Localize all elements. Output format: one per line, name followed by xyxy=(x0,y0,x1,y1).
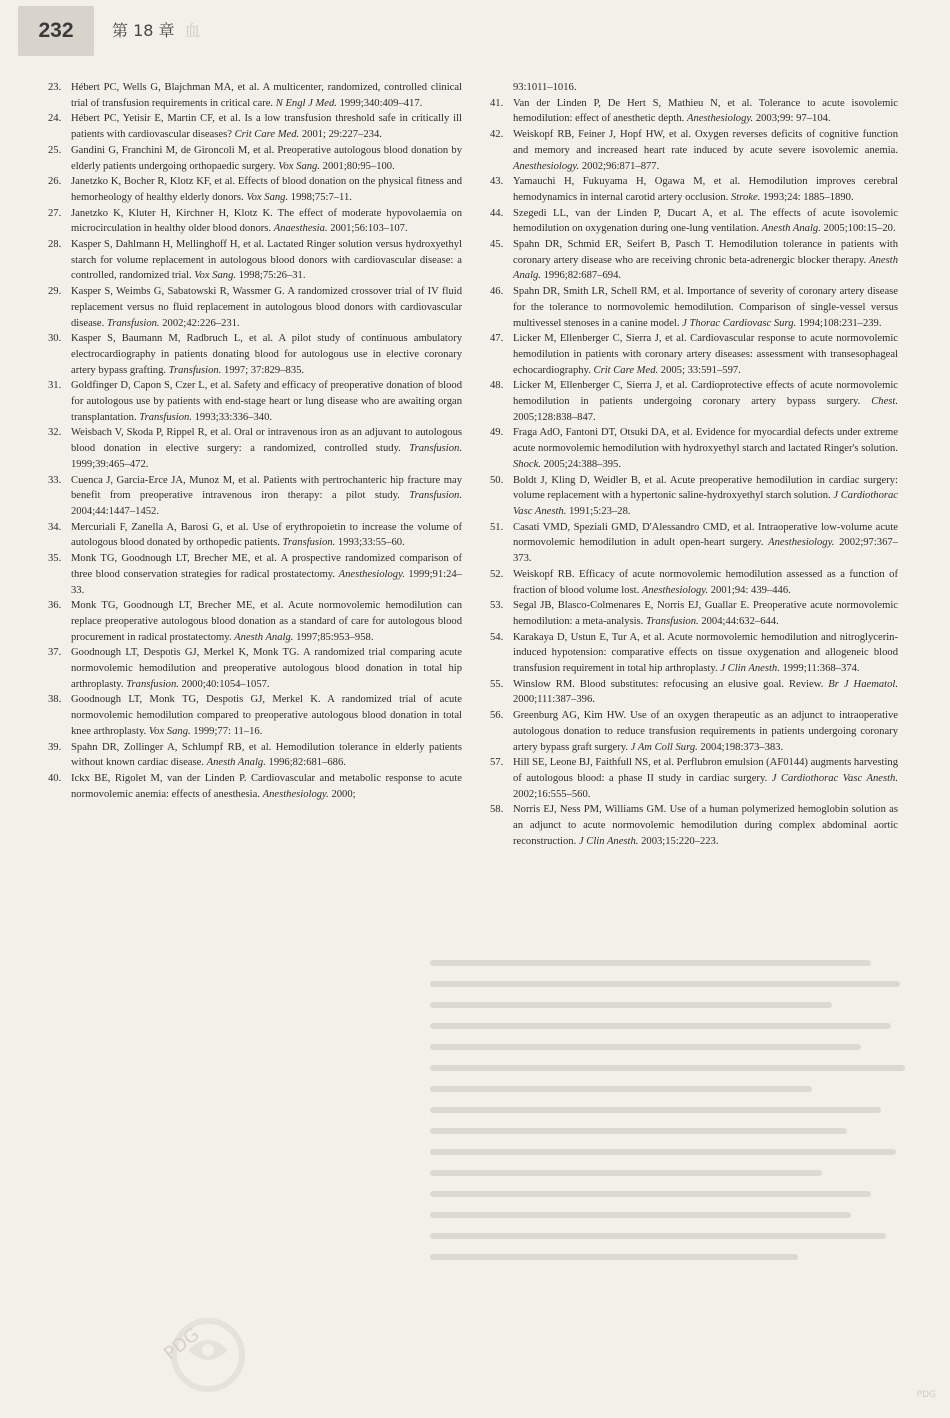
reference-number: 29. xyxy=(48,286,62,298)
reference-journal: Crit Care Med. xyxy=(593,364,659,376)
reference-number: 47. xyxy=(490,333,504,345)
reference-item xyxy=(48,143,462,174)
reference-text: Casati VMD, Speziali GMD, D'Alessandro CMD, et al. Intraoperative low-volume acute normovolemic hemodilution in adult open-heart surgery. xyxy=(513,521,898,549)
reference-item xyxy=(490,206,898,237)
reference-journal: Anesth Analg. xyxy=(234,631,294,643)
reference-item xyxy=(490,677,898,708)
reference-text: Weiskopf RB, Feiner J, Hopf HW, et al. Oxygen reverses deficits of cognitive function and memory and increased heart rate induced by acute severe isovolemic anemia. xyxy=(513,129,898,156)
reference-number: 41. xyxy=(490,97,504,109)
reference-item xyxy=(48,551,462,598)
reference-citation: 1993;33:55–60. xyxy=(335,537,405,549)
reference-number: 25. xyxy=(48,144,62,156)
reference-citation: 1999;77: 11–16. xyxy=(190,725,263,737)
reference-citation: 1993;24: 1885–1890. xyxy=(760,191,854,203)
page-number-box xyxy=(18,6,94,56)
reference-journal: Transfusion. xyxy=(126,678,179,690)
reference-item xyxy=(48,425,462,472)
reference-journal: Anesthesiology. xyxy=(513,160,580,172)
reference-number: 38. xyxy=(48,694,62,706)
reference-number: 53. xyxy=(490,600,504,612)
reference-number: 32. xyxy=(48,427,62,439)
reference-journal: Crit Care Med. xyxy=(234,129,300,141)
reference-continuation: 93:1011–1016. xyxy=(513,82,577,93)
reference-number: 36. xyxy=(48,600,62,612)
reference-item xyxy=(490,237,898,284)
reference-text: Spahn DR, Zollinger A, Schlumpf RB, et al. Hemodilution tolerance in elderly patients without known cardiac disease. xyxy=(71,741,462,769)
reference-item xyxy=(490,96,898,127)
reference-column-left xyxy=(48,80,462,802)
reference-journal: Anesthesiology. xyxy=(641,584,709,596)
reference-journal: J Thorac Cardiovasc Surg. xyxy=(682,317,797,329)
reference-item xyxy=(490,520,898,567)
reference-citation: 2004;44:1447–1452. xyxy=(71,505,159,517)
reference-text: Karakaya D, Ustun E, Tur A, et al. Acute normovolemic hemodilution and nitroglycerin-induced hypotension: comparative effects on tissue oxygenation and allogeneic blood transfusion requirement in total hip arthroplasty. xyxy=(513,631,898,675)
reference-journal: Transfusion. xyxy=(139,411,192,423)
reference-text: Boldt J, Kling D, Weidler B, et al. Acute preoperative hemodilution in cardiac surgery: volume replacement with a hypertonic saline-hydroxyethyl starch solution. xyxy=(513,474,898,502)
reference-citation: 2000;40:1054–1057. xyxy=(178,678,270,690)
reference-citation: 2005;24:388–395. xyxy=(540,458,621,470)
reference-item xyxy=(490,284,898,331)
reference-item xyxy=(48,598,462,645)
reference-text: Licker M, Ellenberger C, Sierra J, et al. Cardioprotective effects of acute normovolemic hemodilution in patients undergoing coronary artery bypass surgery. xyxy=(513,380,898,408)
reference-journal: Anesthesiology. xyxy=(768,537,835,549)
reference-text: Licker M, Ellenberger C, Sierra J, et al. Cardiovascular response to acute normovolemic hemodilution in patients with coronary artery diseases: assessment with transesophageal echocardiography. xyxy=(513,333,898,376)
reference-citation: 1993;33:336–340. xyxy=(191,411,273,423)
reference-citation: 2001;56:103–107. xyxy=(327,223,408,235)
reference-journal: Transfusion. xyxy=(168,364,222,376)
reference-item xyxy=(48,645,462,692)
reference-number: 27. xyxy=(48,207,62,219)
reference-number: 24. xyxy=(48,113,62,125)
reference-journal: Transfusion. xyxy=(645,615,699,627)
reference-item xyxy=(490,630,898,677)
reference-text: Kasper S, Dahlmann H, Mellinghoff H, et al. Lactated Ringer solution versus hydroxyethyl starch for volume replacement in autologous blood donors with cardiovascular disease: a controlled, randomized trial. xyxy=(71,239,462,282)
reference-text: Monk TG, Goodnough LT, Brecher ME, et al. Acute normovolemic hemodilution can replace preoperative autologous blood donation as a standard of care for autologous blood procurement in radical prostatectomy. xyxy=(71,600,462,643)
reference-item xyxy=(48,692,462,739)
reference-journal: Vox Sang. xyxy=(148,725,191,737)
reference-citation: 1998;75:26–31. xyxy=(236,270,306,282)
reference-text: Goodnough LT, Despotis GJ, Merkel K, Monk TG. A randomized trial comparing acute normovolemic hemodilution and preoperative autologous blood donation in total hip arthroplasty. xyxy=(71,647,462,690)
reference-citation: 1999;11:368–374. xyxy=(779,663,860,675)
chapter-label: 第 18 章 xyxy=(112,21,175,40)
reference-item xyxy=(48,331,462,378)
reference-citation: 1997; 37:829–835. xyxy=(221,364,305,376)
reference-text: Kasper S, Weimbs G, Sabatowski R, Wassmer G. A randomized crossover trial of IV fluid replacement versus no fluid replacement in autologous blood donors with cardiovascular disease. xyxy=(71,286,462,329)
reference-journal: J Clin Anesth. xyxy=(720,663,780,675)
reference-item xyxy=(490,378,898,425)
reference-citation: 1996;82:681–686. xyxy=(265,757,346,769)
reference-citation: 2000; xyxy=(328,788,356,800)
reference-item xyxy=(48,237,462,284)
reference-text: Goldfinger D, Capon S, Czer L, et al. Safety and efficacy of preoperative donation of blood for autologous use by patients with end-stage heart or lung disease who are awaiting organ transplantation. xyxy=(71,380,462,423)
reference-number: 31. xyxy=(48,380,62,392)
reference-journal: Transfusion. xyxy=(409,490,462,502)
reference-number: 48. xyxy=(490,380,504,392)
reference-text: Janetzko K, Bocher R, Klotz KF, et al. Effects of blood donation on the physical fitness and hemorheology of healthy elderly donors. xyxy=(71,176,462,203)
reference-journal: Chest. xyxy=(871,396,898,408)
reference-citation: 1996;82:687–694. xyxy=(540,270,622,282)
reference-column-right xyxy=(490,80,898,849)
reference-citation: 1999;39:465–472. xyxy=(71,458,149,470)
reference-text: Weisbach V, Skoda P, Rippel R, et al. Oral or intravenous iron as an adjuvant to autologous blood donation in elective surgery: a randomized, controlled study. xyxy=(71,427,462,455)
reference-number: 30. xyxy=(48,333,62,345)
reference-text: Van der Linden P, De Hert S, Mathieu N, et al. Tolerance to acute isovolemic hemodilution: effect of anesthetic depth. xyxy=(513,97,898,125)
reference-journal: J Clin Anesth. xyxy=(578,835,639,847)
reference-item xyxy=(48,473,462,520)
reference-number: 40. xyxy=(48,772,62,784)
reference-text: Ickx BE, Rigolet M, van der Linden P. Cardiovascular and metabolic response to acute normovolemic anemia: effects of anesthesia. xyxy=(71,772,462,800)
reference-citation: 2002;97:367–373. xyxy=(513,537,898,565)
reference-journal: J Cardiothorac Vasc Anesth. xyxy=(513,490,899,517)
reference-item xyxy=(48,520,462,551)
reference-citation: 2004;44:632–644. xyxy=(698,615,779,627)
chapter-title-tail: 血 xyxy=(184,21,201,40)
reference-text: Greenburg AG, Kim HW. Use of an oxygen therapeutic as an adjunct to intraoperative autologous donation to reduce transfusion requirements in patients undergoing coronary artery bypass graft surgery. xyxy=(513,710,898,753)
reference-item xyxy=(48,206,462,237)
reference-citation: 1994;108:231–239. xyxy=(796,317,882,329)
reference-citation: 2002;42:226–231. xyxy=(159,317,240,329)
reference-item xyxy=(490,425,898,472)
reference-journal: Anaesthesia. xyxy=(273,223,328,235)
reference-journal: Vox Sang. xyxy=(246,191,289,203)
reference-journal: Anesthesiology. xyxy=(338,568,405,580)
reference-item xyxy=(490,802,898,849)
reference-text: Hébert PC, Yetisir E, Martin CF, et al. Is a low transfusion threshold safe in critically ill patients with cardiovascular diseases? xyxy=(71,113,462,141)
reference-number: 52. xyxy=(490,568,504,580)
reference-number: 44. xyxy=(490,207,504,219)
page-number: 232 xyxy=(38,19,74,42)
reference-number: 23. xyxy=(48,82,62,93)
reference-journal: Anesthesiology. xyxy=(262,788,329,800)
reference-journal: Vox Sang. xyxy=(194,270,237,282)
reference-journal: Stroke. xyxy=(730,191,761,203)
reference-journal: Vox Sang. xyxy=(278,160,320,172)
reference-number: 35. xyxy=(48,553,62,565)
reference-text: Norris EJ, Ness PM, Williams GM. Use of a human polymerized hemoglobin solution as an adjunct to acute normovolemic hemodilution during complex abdominal aortic reconstruction. xyxy=(513,804,898,847)
reference-text: Spahn DR, Smith LR, Schell RM, et al. Importance of severity of coronary artery disease for the tolerance to normovolemic hemodilution. Comparison of single-vessel versus multivessel stenoses in a canine model. xyxy=(513,286,898,329)
reference-item xyxy=(48,80,462,111)
reference-citation: 2001;80:95–100. xyxy=(320,160,395,172)
reference-item xyxy=(490,473,898,520)
reference-number: 43. xyxy=(490,176,504,188)
reference-number: 28. xyxy=(48,239,62,251)
reference-number: 54. xyxy=(490,631,504,643)
reference-journal: Transfusion. xyxy=(106,317,160,329)
reference-journal: Br J Haematol. xyxy=(828,678,898,690)
reference-text: Monk TG, Goodnough LT, Brecher ME, et al. A prospective randomized comparison of three blood conservation strategies for radical prostatectomy. xyxy=(71,553,462,580)
reference-list-right xyxy=(490,96,898,850)
reference-journal: J Cardiothorac Vasc Anesth. xyxy=(771,772,898,784)
reference-text: Winslow RM. Blood substitutes: refocusing an elusive goal. Review. xyxy=(513,678,829,690)
reference-citation: 2003;15:220–223. xyxy=(638,835,719,847)
reference-number: 37. xyxy=(48,647,62,659)
reference-text: Mercuriali F, Zanella A, Barosi G, et al. Use of erythropoietin to increase the volume of autologous blood donated by orthopedic patients. xyxy=(71,521,462,549)
reference-citation: 2005; 33:591–597. xyxy=(658,364,741,376)
reference-number: 39. xyxy=(48,741,62,753)
chapter-title xyxy=(112,18,201,41)
reference-item xyxy=(48,174,462,205)
reference-citation: 2005;128:838–847. xyxy=(513,411,596,423)
reference-citation: 2003;99: 97–104. xyxy=(753,113,831,125)
reference-citation: 1998;75:7–11. xyxy=(288,191,352,203)
watermark-text: PDG xyxy=(160,1324,204,1365)
reference-number: 56. xyxy=(490,710,504,722)
reference-number: 58. xyxy=(490,804,504,816)
reference-text: Weiskopf RB. Efficacy of acute normovolemic hemodilution assessed as a function of fraction of blood volume lost. xyxy=(513,568,898,596)
reference-text: Kasper S, Baumann M, Radbruch L, et al. A pilot study of continuous ambulatory electrocardiography in patients donating blood for autologous use in elective coronary artery bypass grafting. xyxy=(71,333,462,376)
reference-number: 45. xyxy=(490,239,504,251)
reference-citation: 2002;96:871–877. xyxy=(579,160,660,172)
reference-number: 51. xyxy=(490,521,504,533)
reference-text: Yamauchi H, Fukuyama H, Ogawa M, et al. Hemodilution improves cerebral hemodynamics in internal carotid artery occlusion. xyxy=(513,176,898,203)
reference-text: Gandini G, Franchini M, de Gironcoli M, et al. Preoperative autologous blood donation by elderly patients undergoing orthopaedic surgery. xyxy=(71,144,462,172)
reference-citation: 2004;198:373–383. xyxy=(697,741,784,753)
reference-number: 46. xyxy=(490,286,504,298)
reference-text: Segal JB, Blasco-Colmenares E, Norris EJ, Guallar E. Preoperative acute normovolemic hemodilution: a meta-analysis. xyxy=(513,600,898,627)
reference-citation: 1991;5:23–28. xyxy=(566,505,631,517)
reference-citation: 1999;91:24–33. xyxy=(71,568,462,596)
reference-item xyxy=(48,740,462,771)
reference-text: Hébert PC, Wells G, Blajchman MA, et al. A multicenter, randomized, controlled clinical trial of transfusion requirements in critical care. xyxy=(71,82,462,109)
reference-citation: 2005;100:15–20. xyxy=(820,223,896,235)
reference-number: 55. xyxy=(490,678,504,690)
reference-number: 42. xyxy=(490,129,504,141)
reference-citation: 2001; 29:227–234. xyxy=(299,129,382,141)
reference-journal: Transfusion. xyxy=(409,443,462,455)
reference-citation: 2002;16:555–560. xyxy=(513,788,591,800)
reference-number: 57. xyxy=(490,757,504,769)
reference-citation: 1999;340:409–417. xyxy=(336,97,423,109)
reference-number: 34. xyxy=(48,521,62,533)
reference-journal: Transfusion. xyxy=(282,537,336,549)
reference-journal: Anesth Analg. xyxy=(206,757,266,769)
reference-journal: J Am Coll Surg. xyxy=(630,741,698,753)
reference-item xyxy=(48,378,462,425)
reference-item xyxy=(490,174,898,205)
reference-journal: Anesthesiology. xyxy=(686,113,754,125)
reference-number: 33. xyxy=(48,474,62,486)
reference-item xyxy=(490,127,898,174)
reference-journal: N Engl J Med. xyxy=(275,97,337,109)
reference-citation: 2001;94: 439–446. xyxy=(708,584,791,596)
reference-item xyxy=(490,598,898,629)
reference-journal: Anesth Analg. xyxy=(761,223,821,235)
reference-item xyxy=(48,111,462,142)
reference-item xyxy=(490,567,898,598)
reference-item xyxy=(48,771,462,802)
reference-item xyxy=(490,331,898,378)
reference-text: Janetzko K, Kluter H, Kirchner H, Klotz K. The effect of moderate hypovolaemia on microcirculation in healthy older blood donors. xyxy=(71,207,462,235)
page-header xyxy=(0,0,950,62)
reference-citation: 2000;111:387–396. xyxy=(513,694,595,706)
reference-item xyxy=(490,755,898,802)
bleed-through-decoration xyxy=(430,960,920,1270)
reference-item xyxy=(490,708,898,755)
reference-citation: 1997;85:953–958. xyxy=(293,631,374,643)
corner-watermark: PDG xyxy=(916,1390,936,1400)
reference-text: Goodnough LT, Monk TG, Despotis GJ, Merkel K. A randomized trial of acute normovolemic hemodilution compared to preoperative autologous blood donation in total knee arthroplasty. xyxy=(71,694,462,737)
reference-text: Szegedi LL, van der Linden P, Ducart A, et al. The effects of acute isovolemic hemodilution on oxygenation during one-lung ventilation. xyxy=(513,207,898,235)
reference-number: 49. xyxy=(490,427,504,439)
reference-journal: Anesth Analg. xyxy=(513,254,898,282)
reference-text: Fraga AdO, Fantoni DT, Otsuki DA, et al. Evidence for myocardial defects under extreme acute normovolemic hemodilution with hydroxyethyl starch and lactated Ringer's solution. xyxy=(513,427,898,455)
reference-text: Hill SE, Leone BJ, Faithfull NS, et al. Perflubron emulsion (AF0144) augments harvesting of autologous blood: a phase II study in cardiac surgery. xyxy=(513,757,898,784)
reference-number: 26. xyxy=(48,176,62,188)
reference-text: Cuenca J, Garcia-Erce JA, Munoz M, et al. Patients with pertrochanteric hip fracture may benefit from preoperative intravenous iron therapy: a pilot study. xyxy=(71,474,462,502)
reference-number: 50. xyxy=(490,474,504,486)
reference-item xyxy=(48,284,462,331)
reference-journal: Shock. xyxy=(513,458,541,470)
reference-text: Spahn DR, Schmid ER, Seifert B, Pasch T. Hemodilution tolerance in patients with coronary artery disease who are receiving chronic beta-adrenergic blocker therapy. xyxy=(513,239,898,266)
